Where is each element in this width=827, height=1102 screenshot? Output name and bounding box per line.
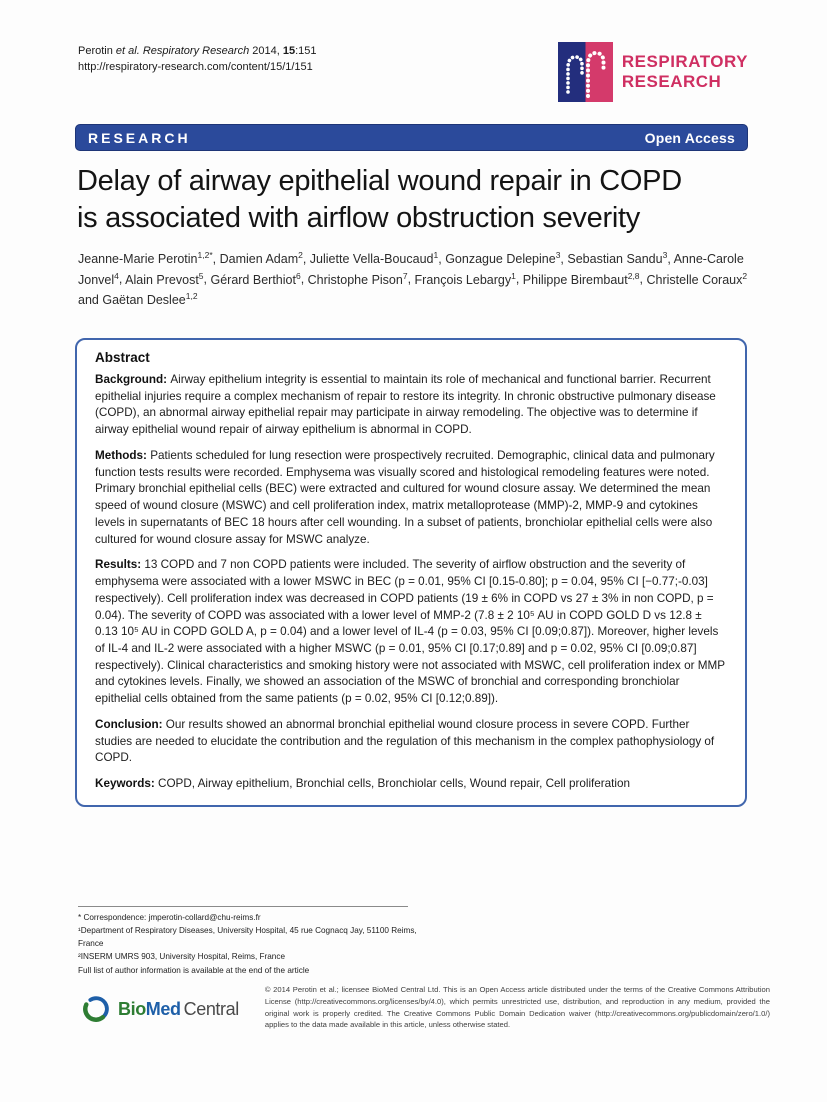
author: Philippe Birembaut$^{2,8}$ [522, 270, 640, 287]
abstract-section: Background: Airway epithelium integrity is essential to maintain its role of mechanical and functional barrier. Recurrent epithelial injuries require a complex mechanism of repair to restore its integrity. In chronic obstructive pulmonary disease (COPD), an abnormal airway epithelial repair may participate in airway remodeling. The objective was to determine if airway epithelial wound repair of airway epithelium is abnormal in COPD. [95, 373, 716, 437]
author: Damien Adam$^2$ [219, 250, 303, 267]
author: Alain Prevost$^5$ [125, 270, 204, 287]
author: Gonzague Delepine$^3$ [445, 250, 561, 267]
footnote-line: * Correspondence: jmperotin-collard@chu-reims.fr [78, 913, 261, 922]
open-access-label: Open Access [644, 129, 735, 146]
article-type-banner [75, 124, 748, 151]
footnotes [78, 911, 418, 977]
author: Jeanne-Marie Perotin$^{1,2*}$ [78, 250, 213, 267]
author: Juliette Vella-Boucaud$^1$ [309, 250, 439, 267]
abstract-section: Conclusion: Our results showed an abnormal bronchial epithelial wound closure process in severe COPD. Further studies are needed to elucidate the contribution and the regulation of this mechanism in the complex pathophysiology of COPD. [95, 717, 715, 765]
citation-line: Perotin et al. Respiratory Research 2014, 15:151 [78, 45, 317, 57]
footnote-line: ²INSERM UMRS 903, University Hospital, Reims, France [78, 952, 286, 962]
publisher-row [80, 984, 770, 1031]
article-title [77, 163, 757, 237]
copyright-notice: © 2014 Perotin et al.; licensee BioMed Central Ltd. This is an Open Access article distributed under the terms of the Creative Commons Attribution License (http://creativecommons.org/licenses/by/4.0), which permits unrestricted use, distribution, and reproduction in any medium, provided the original work is properly credited. The Creative Commons Public Domain Dedication waiver (http://creativecommons.org/publicdomain/zero/1.0/) applies to the data made available in this article, unless otherwise stated. [264, 985, 770, 1030]
article-type-label: RESEARCH [88, 129, 191, 146]
biomed-central-wordmark: BioMed Central [118, 998, 239, 1019]
abstract-heading: Abstract [95, 350, 150, 365]
title-line-1: Delay of airway epithelial wound repair in COPD [77, 165, 682, 197]
footnote-line: ¹Department of Respiratory Diseases, University Hospital, 45 rue Cognacq Jay, 51100 Reims, France [78, 926, 417, 949]
author: Christelle Coraux$^2$ [646, 270, 748, 287]
citation-url: http://respiratory-research.com/content/15/1/151 [78, 60, 313, 73]
author: Sebastian Sandu$^3$ [567, 250, 668, 267]
footnote-line: Full list of author information is available at the end of the article [78, 965, 310, 975]
abstract-sections [95, 372, 727, 793]
biomed-central-ring-icon [80, 993, 112, 1025]
abstract-section: Keywords: COPD, Airway epithelium, Bronchial cells, Bronchiolar cells, Wound repair, Cell proliferation [95, 777, 631, 791]
author: François Lebargy$^1$ [414, 270, 516, 287]
journal-logo [558, 42, 748, 102]
author: Anne-Carole Jonvel$^4$ [78, 252, 744, 287]
abstract-section: Methods: Patients scheduled for lung resection were prospectively recruited. Demographic, clinical data and pulmonary function tests results were recorded. Emphysema was visually scored and histological remodeling features were noted. Primary bronchial epithelial cells (BEC) were extracted and cultured for wound closure assay. We determined the mean speed of wound closure (MSWC) and cell proliferation index, matrix metalloprotease (MMP)-2, MMP-9 and cytokines levels in supernatants of BEC 18 hours after cell wounding. In a subset of patients, bronchiolar epithelial cells were also cultured for wound closure assay for MSWC analyze. [95, 448, 715, 546]
journal-name: RESPIRATORY RESEARCH [621, 52, 748, 91]
author: Gaëtan Deslee$^{1,2}$ [102, 290, 198, 307]
authors-line: Jeanne-Marie Perotin$^{1,2*}$, Damien Adam$^2$, Juliette Vella-Boucaud$^1$, Gonzague Delepine$^3$, Sebastian Sandu$^3$, Anne-Carole Jonvel$^4$, Alain Prevost$^5$, Gérard Berthiot$^6$, Christophe Pison$^7$, François Lebargy$^1$, Philippe Birembaut$^{2,8}$, Christelle Coraux$^2$ and Gaëtan Deslee$^{1,2}$ [78, 250, 748, 307]
abstract-section: Results: 13 COPD and 7 non COPD patients were included. The severity of airflow obstruction and the severity of emphysema were associated with a lower MSWC in BEC (p = 0.01, 95% CI [0.15-0.80]; p = 0.04, 95% CI [−0.77;-0.03] respectively). Cell proliferation index was decreased in COPD patients (19 ± 6% in COPD vs 27 ± 3% in non COPD, p = 0.04). The severity of COPD was associated with a lower level of MMP-2 (7.8 ± 2 10⁵ AU in COPD GOLD D vs 12.8 ± 0.13 10⁵ AU in COPD GOLD A, p = 0.04) and a lower level of IL-4 (p = 0.03, 95% CI [0.09;0.87]). Moreover, higher levels of IL-4 and IL-2 were associated with a higher MSWC (p = 0.01, 95% CI [0.17;0.89] and p = 0.02, 95% CI [0.09;0.87] respectively). Clinical characteristics and smoking history were not associated with MSWC, cell proliferation index or MMP and cytokines levels. Finally, we showed an association of the MSWC of bronchial and corresponding bronchiolar epithelial cells obtained from the same patients (p = 0.02, 95% CI [0.12;0.89]). [95, 558, 725, 706]
biomed-central-logo [80, 993, 239, 1025]
footnote-divider [78, 906, 408, 907]
respiratory-research-logo-icon [558, 42, 613, 102]
title-line-2: is associated with airflow obstruction severity [77, 202, 640, 235]
author: Christophe Pison$^7$ [307, 270, 408, 287]
abstract-box [75, 338, 747, 807]
header-citation [78, 44, 317, 76]
author: Gérard Berthiot$^6$ [210, 270, 301, 287]
